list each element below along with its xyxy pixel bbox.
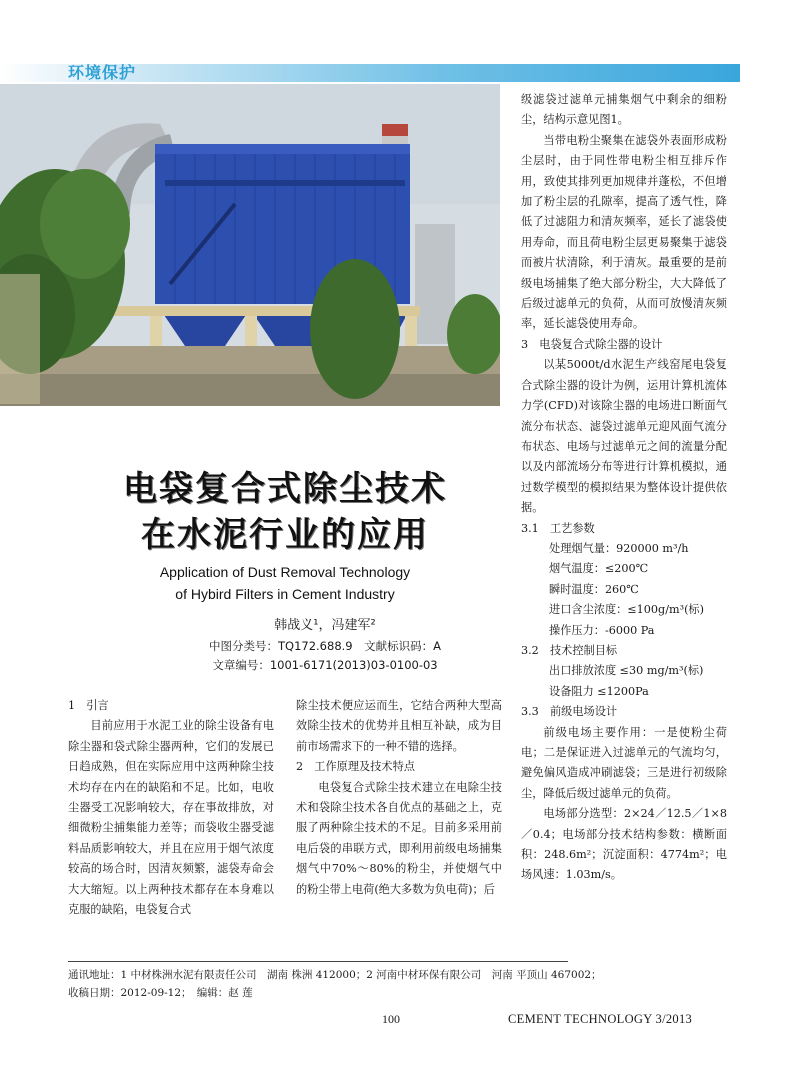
page-number: 100 <box>382 1012 400 1026</box>
paragraph: 级滤袋过滤单元捕集烟气中剩余的细粉尘，结构示意见图1。 <box>521 93 727 127</box>
paragraph: 以某5000t/d水泥生产线窑尾电袋复合式除尘器的设计为例，运用计算机流体力学(CFD)对该除尘器的电场进口断面气流分布状态、滤袋过滤单元迎风面气流分布状态、电场与过滤单元之间的流量分配以及内部流场分布等进行计算机模拟，通过数学模型的模拟结果为整体设计提供依据。 <box>521 358 727 515</box>
article-meta <box>150 616 500 675</box>
heading-3-1: 3.1 工艺参数 <box>521 521 595 535</box>
paragraph: 电袋复合式除尘技术建立在电除尘技术和袋除尘技术各自优点的基础之上，克服了两种除尘技术的不足。目前多采用前电后袋的串联方式，即利用前级电场捕集烟气中70%～80%的粉尘，并使烟气中的粉尘带上电荷(绝大多数为负电荷)；后 <box>296 780 502 896</box>
footnote-address: 通讯地址：1 中材株洲水泥有限责任公司 湖南 株洲 412000；2 河南中材环保有限公司 河南 平顶山 467002； <box>68 969 602 981</box>
param-item: 操作压力：-6000 Pa <box>549 623 655 637</box>
paragraph: 除尘技术便应运而生，它结合两种大型高效除尘技术的优势并且相互补缺，成为目前市场需求下的一种不错的选择。 <box>296 699 502 753</box>
paragraph: 目前应用于水泥工业的除尘设备有电除尘器和袋式除尘器两种，它们的发展已日趋成熟，但在实际应用中这两种除尘技术均存在内在的缺陷和不足。比如，电收尘器受工况影响较大，存在事故排放，对细微粉尘捕集能力差等；而袋收尘器受滤料品质影响较大，并且在应用于烟气浓度较高的场合时，因清灰频繁，滤袋寿命会大大缩短。以上两种技术都存在本身难以克服的缺陷，电袋复合式 <box>68 719 274 917</box>
param-item: 烟气温度：≤200℃ <box>549 562 649 576</box>
param-item: 出口排放浓度 ≤30 mg/m³(标) <box>549 664 704 678</box>
param-item: 设备阻力 ≤1200Pa <box>549 684 649 698</box>
param-item: 进口含尘浓度：≤100g/m³(标) <box>549 603 704 617</box>
param-item: 瞬时温度：260℃ <box>549 582 639 596</box>
plant-photo <box>0 84 500 406</box>
journal-name: CEMENT TECHNOLOGY 3/2013 <box>508 1012 693 1026</box>
heading-2: 2 工作原理及技术特点 <box>296 760 415 774</box>
paragraph: 电场部分选型：2×24／12.5／1×8／0.4；电场部分技术结构参数：横断面积：248.6m²；沉淀面积：4774m²；电场风速：1.03m/s。 <box>521 807 727 882</box>
title-cn-line2: 在水泥行业的应用 <box>141 515 429 555</box>
footnote-received: 收稿日期：2012-09-12； 编辑：赵 莲 <box>68 987 253 999</box>
column-middle <box>296 696 502 900</box>
article-number: 文章编号：1001-6171(2013)03-0100-03 <box>212 658 438 672</box>
footnote <box>68 966 728 1002</box>
paragraph: 当带电粉尘聚集在滤袋外表面形成粉尘层时，由于同性带电粉尘相互排斥作用，致使其排列更加规律并蓬松，不但增加了粉尘层的孔隙率，提高了透气性，降低了过滤阻力和清灰频率，延长了滤袋使用寿命，而且荷电粉尘层更易聚集于滤袋而被片状清除，利于清灰。最重要的是前级电场捕集了绝大部分粉尘，大大降低了后级过滤单元的负荷，从而可放慢清灰频率，延长滤袋使用寿命。 <box>521 133 727 331</box>
paragraph: 前级电场主要作用：一是使粉尘荷电；二是保证进入过滤单元的气流均匀，避免偏风造成冲刷滤袋；三是进行初级除尘，降低后级过滤单元的负荷。 <box>521 725 727 800</box>
param-item: 处理烟气量：920000 m³/h <box>549 541 689 555</box>
heading-3-3: 3.3 前级电场设计 <box>521 705 618 719</box>
title-en-line2: of Hybird Filters in Cement Industry <box>175 586 395 602</box>
column-right <box>521 90 727 886</box>
column-left <box>68 696 274 920</box>
authors: 韩战义¹，冯建军² <box>274 618 376 633</box>
classification-line: 中图分类号：TQ172.688.9 文献标识码：A <box>209 639 441 653</box>
heading-3-2: 3.2 技术控制目标 <box>521 643 618 657</box>
heading-1: 1 引言 <box>68 699 109 712</box>
title-en-line1: Application of Dust Removal Technology <box>159 564 411 580</box>
section-label: 环境保护 <box>68 63 137 82</box>
footnote-rule <box>68 961 568 962</box>
heading-3: 3 电袋复合式除尘器的设计 <box>521 337 663 351</box>
title-block <box>70 466 500 604</box>
title-cn-line1: 电袋复合式除尘技术 <box>123 469 447 509</box>
